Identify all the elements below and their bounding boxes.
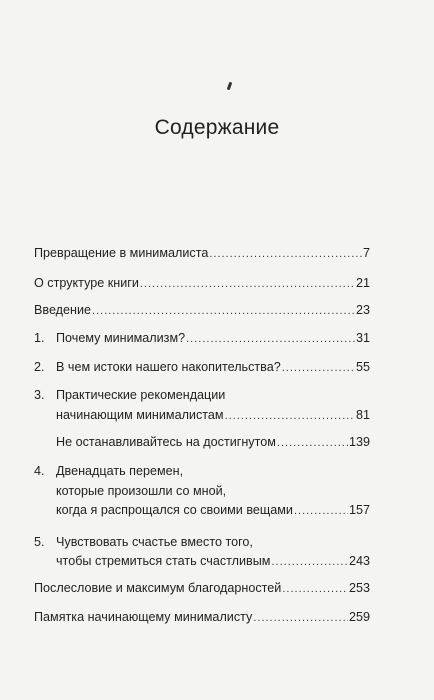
toc-entry-title: Послесловие и максимум благодарностей xyxy=(34,581,282,595)
toc-title: Содержание xyxy=(154,116,280,139)
toc-entry xyxy=(34,275,370,292)
chapter-number: 1. xyxy=(34,331,45,345)
toc-entry xyxy=(34,330,370,347)
toc-entry-title: Памятка начинающему минималисту xyxy=(34,610,253,624)
toc-entry-page: 31 xyxy=(355,331,370,345)
toc-entry-title-cont: чтобы стремиться стать счастливым xyxy=(56,554,271,568)
dot-leader xyxy=(282,581,348,597)
toc-entry-title-cont: которые произошли со мной, xyxy=(56,484,227,498)
toc-entry-page: 259 xyxy=(348,610,370,624)
dot-leader xyxy=(92,303,355,319)
toc-entry-title: Почему минимализм? xyxy=(56,331,186,345)
dot-leader xyxy=(282,360,355,376)
toc-entry-title: Превращение в минималиста xyxy=(34,246,209,260)
toc-entry-title: Двенадцать перемен, xyxy=(56,464,184,478)
dot-leader xyxy=(186,331,355,347)
toc-entry-continued xyxy=(34,502,370,519)
dot-leader xyxy=(271,554,348,570)
toc-entry-page: 7 xyxy=(362,246,370,260)
dot-leader xyxy=(294,503,348,519)
toc-entry-title: Практические рекомендации xyxy=(56,388,226,402)
chapter-number: 2. xyxy=(34,360,45,374)
dot-leader xyxy=(253,610,348,626)
dot-leader xyxy=(140,276,355,292)
toc-entry-title-cont: когда я распрощался со своими вещами xyxy=(56,503,293,517)
page-mark xyxy=(227,82,233,91)
toc-entry-page: 81 xyxy=(355,408,370,422)
toc-entry-title: Чувствовать счастье вместо того, xyxy=(56,535,253,549)
toc-entry-continued xyxy=(34,553,370,570)
toc-entry-title: В чем истоки нашего накопительства? xyxy=(56,360,281,374)
toc-entry xyxy=(34,245,370,262)
toc-entry-title: О структуре книги xyxy=(34,276,139,290)
toc-entry-page: 21 xyxy=(355,276,370,290)
dot-leader xyxy=(225,408,355,424)
toc-entry xyxy=(34,302,370,319)
toc-entry-page: 139 xyxy=(348,435,370,449)
chapter-number: 4. xyxy=(34,464,45,478)
dot-leader xyxy=(277,435,348,451)
toc-entry-page: 253 xyxy=(348,581,370,595)
dot-leader xyxy=(209,246,362,262)
toc-entry-page: 55 xyxy=(355,360,370,374)
toc-entry xyxy=(34,387,370,403)
toc-entry-continued xyxy=(34,407,370,424)
toc-entry xyxy=(34,434,370,451)
toc-entry xyxy=(34,359,370,376)
toc-entry xyxy=(34,580,370,597)
chapter-number: 5. xyxy=(34,535,45,549)
toc-entry xyxy=(34,534,370,550)
toc-entry-title: Не останавливайтесь на достигнутом xyxy=(56,435,276,449)
toc-entry-page: 243 xyxy=(348,554,370,568)
toc-entry-page: 157 xyxy=(348,503,370,517)
chapter-number: 3. xyxy=(34,388,45,402)
toc-entry-title: Введение xyxy=(34,303,92,317)
toc-entry-title-cont: начинающим минималистам xyxy=(56,408,224,422)
toc-entry xyxy=(34,463,370,479)
toc-entry xyxy=(34,609,370,626)
toc-entry-page: 23 xyxy=(355,303,370,317)
